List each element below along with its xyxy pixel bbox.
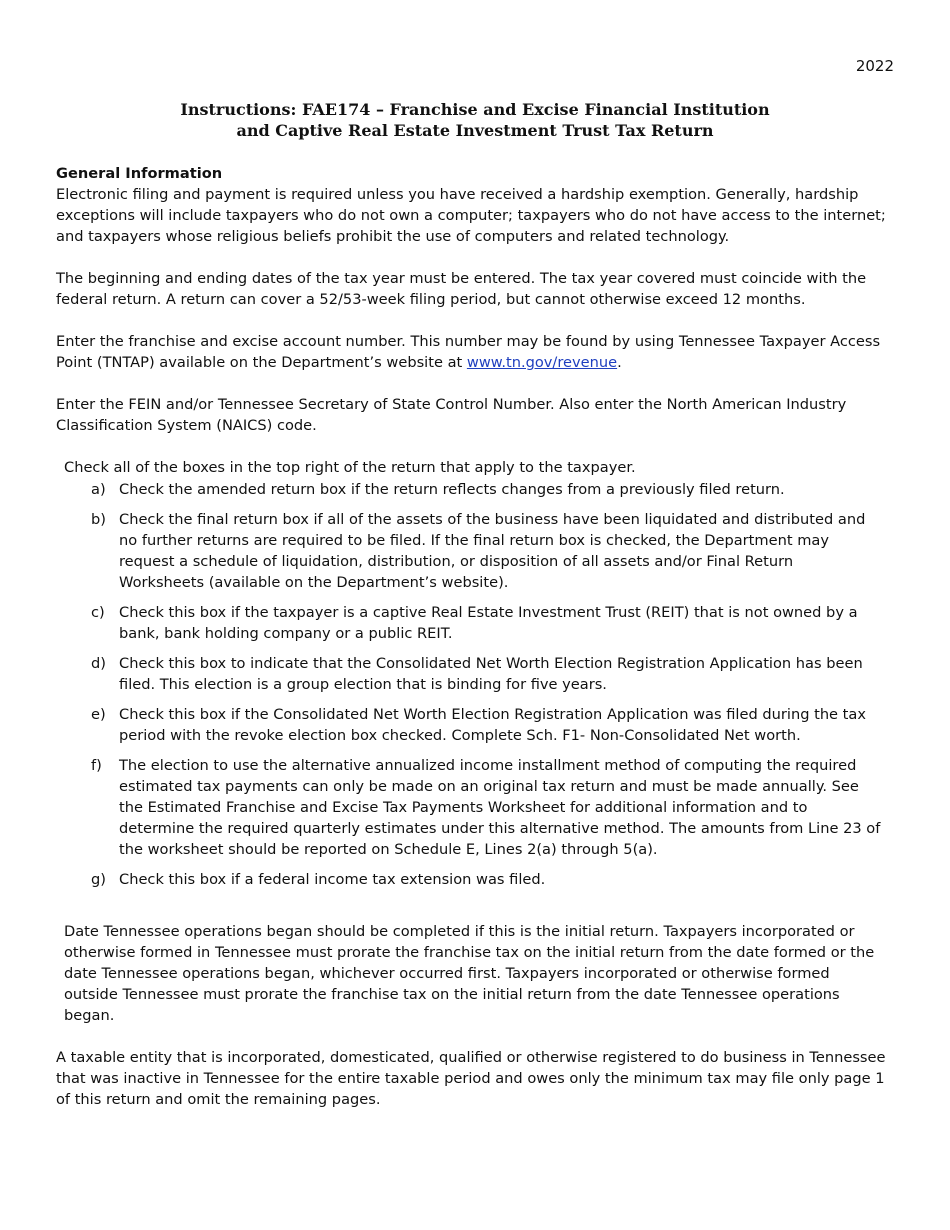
document-title (0, 99, 950, 141)
list-item (56, 653, 896, 695)
title-line-1: Instructions: FAE174 – Franchise and Excise Financial Institution (180, 100, 770, 119)
list-item-marker: g) (91, 871, 106, 888)
general-information-heading: General Information (56, 165, 223, 182)
list-item (56, 509, 896, 593)
operations-began-paragraph: Date Tennessee operations began should be completed if this is the initial return. Taxpayers incorporated or otherwise formed in Tennessee must prorate the franchise tax on the initial return from the date formed or the date Tennessee operations began, whichever occurred first. Taxpayers incorporated or otherwise formed outside Tennessee must prorate the franchise tax on the initial return from the date Tennessee operations began. (64, 923, 875, 1024)
account-number-paragraph (56, 331, 896, 373)
tax-year: 2022 (855, 57, 894, 75)
title-line-2: and Captive Real Estate Investment Trust Tax Return (236, 121, 714, 140)
list-item-marker: f) (91, 757, 102, 774)
list-item-marker: a) (91, 481, 106, 498)
list-item-text: Check the amended return box if the return reflects changes from a previously filed return. (119, 481, 785, 498)
electronic-filing-paragraph: Electronic filing and payment is required unless you have received a hardship exemption. Generally, hardship exceptions will include taxpayers who do not own a computer; taxpayers who do not have access to the internet; and taxpayers whose religious beliefs prohibit the use of computers and related technology. (56, 186, 886, 245)
list-item-text: Check this box to indicate that the Consolidated Net Worth Election Registration Application has been filed. This election is a group election that is binding for five years. (119, 655, 863, 693)
list-item-marker: d) (91, 655, 106, 672)
list-item-marker: b) (91, 511, 106, 528)
inactive-entity-paragraph: A taxable entity that is incorporated, domesticated, qualified or otherwise registered to do business in Tennessee that was inactive in Tennessee for the entire taxable period and owes only the minimum tax may file only page 1 of this return and omit the remaining pages. (56, 1049, 886, 1108)
account-number-text: Enter the franchise and excise account number. This number may be found by using Tennessee Taxpayer Access Point (TNTAP) available on the Department’s website at (56, 333, 881, 371)
list-item-text: Check this box if the Consolidated Net Worth Election Registration Application was filed during the tax period with the revoke election box checked. Complete Sch. F1- Non-Consolidated Net worth. (119, 706, 866, 744)
instructions-body (56, 163, 896, 1110)
list-item-marker: c) (91, 604, 105, 621)
account-number-text-end: . (617, 354, 622, 371)
fein-naics-paragraph: Enter the FEIN and/or Tennessee Secretary of State Control Number. Also enter the North American Industry Classification System (NAICS) code. (56, 396, 847, 434)
list-item (56, 869, 896, 890)
checkbox-instructions-intro: Check all of the boxes in the top right of the return that apply to the taxpayer. (64, 459, 636, 476)
list-item-text: Check this box if the taxpayer is a captive Real Estate Investment Trust (REIT) that is not owned by a bank, bank holding company or a public REIT. (119, 604, 858, 642)
checkbox-instructions-list (56, 479, 896, 890)
list-item (56, 755, 896, 860)
tax-year-dates-paragraph: The beginning and ending dates of the tax year must be entered. The tax year covered must coincide with the federal return. A return can cover a 52/53-week filing period, but cannot otherwise exceed 12 months. (56, 270, 867, 308)
list-item-text: Check the final return box if all of the assets of the business have been liquidated and distributed and no further returns are required to be filed. If the final return box is checked, the Department may request a schedule of liquidation, distribution, or disposition of all assets and/or Final Return Worksheets (available on the Department’s website). (119, 511, 866, 591)
list-item-text: Check this box if a federal income tax extension was filed. (119, 871, 546, 888)
list-item (56, 602, 896, 644)
revenue-website-link[interactable]: www.tn.gov/revenue (466, 354, 618, 371)
list-item (56, 479, 896, 500)
list-item-text: The election to use the alternative annualized income installment method of computing the required estimated tax payments can only be made on an original tax return and must be made annually. See the Estimated Franchise and Excise Tax Payments Worksheet for additional information and to determine the required quarterly estimates under this alternative method. The amounts from Line 23 of the worksheet should be reported on Schedule E, Lines 2(a) through 5(a). (119, 757, 881, 858)
list-item (56, 704, 896, 746)
list-item-marker: e) (91, 706, 106, 723)
